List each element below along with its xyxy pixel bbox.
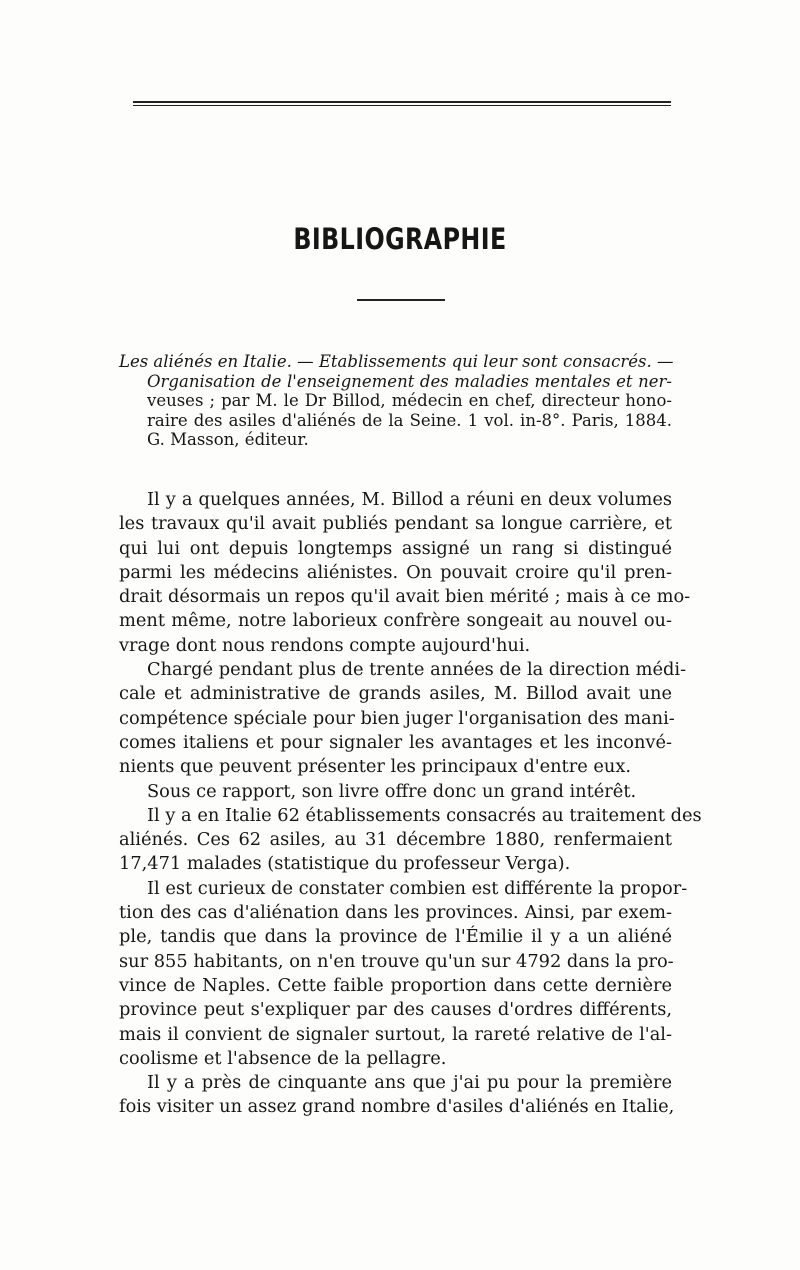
body-line: Il y a quelques années, M. Billod a réuni en deux volumes [147,489,672,510]
article-body [119,488,702,1120]
body-line: parmi les médecins aliénistes. On pouvait croire qu'il pren- [119,561,672,583]
body-line: vince de Naples. Cette faible proportion dans cette dernière [119,974,672,996]
body-line: province peut s'expliquer par des causes d'ordres différents, [119,999,672,1021]
bibliographic-reference [119,352,672,450]
reference-line: veuses ; par M. le Dr Billod, médecin en chef, directeur hono- [147,391,672,410]
reference-line: Les aliénés en Italie. — Etablissements qui leur sont consacrés. — [119,352,674,371]
body-line: Sous ce rapport, son livre offre donc un grand intérêt. [147,780,637,802]
title-divider [357,299,445,301]
body-line: tion des cas d'aliénation dans les provinces. Ainsi, par exem- [119,902,672,924]
body-line: coolisme et l'absence de la pellagre. [119,1047,447,1069]
reference-line: Organisation de l'enseignement des maladies mentales et ner- [147,371,672,391]
page-title: BIBLIOGRAPHIE [293,222,507,256]
body-line: aliénés. Ces 62 asiles, au 31 décembre 1880, renfermaient [119,829,672,851]
body-line: comes italiens et pour signaler les avantages et les inconvé- [119,731,672,753]
body-line: les travaux qu'il avait publiés pendant sa longue carrière, et [119,513,672,535]
header-double-rule [133,101,671,106]
body-line: vrage dont nous rendons compte aujourd'hui. [119,634,531,656]
body-line: sur 855 habitants, on n'en trouve qu'un sur 4792 dans la pro- [119,950,674,972]
body-line: mais il convient de signaler surtout, la rareté relative de l'al- [119,1023,672,1045]
body-line: nients que peuvent présenter les principaux d'entre eux. [119,756,632,778]
reference-line: raire des asiles d'aliénés de la Seine. 1 vol. in-8°. Paris, 1884. [147,410,672,430]
body-line: Il y a près de cinquante ans que j'ai pu pour la première [147,1072,672,1094]
body-line: cale et administrative de grands asiles, M. Billod avait une [119,683,672,705]
body-line: drait désormais un repos qu'il avait bien mérité ; mais à ce mo- [119,586,691,608]
body-line: compétence spéciale pour bien juger l'organisation des mani- [119,707,675,729]
body-line: qui lui ont depuis longtemps assigné un rang si distingué [119,537,672,559]
body-line: Il est curieux de constater combien est différente la propor- [147,877,688,899]
body-line: Il y a en Italie 62 établissements consacrés au traitement des [147,804,702,826]
body-line: fois visiter un assez grand nombre d'asiles d'aliénés en Italie, [119,1096,675,1118]
body-line: 17,471 malades (statistique du professeur Verga). [119,853,571,875]
reference-line: G. Masson, éditeur. [147,430,309,449]
body-line: ment même, notre laborieux confrère songeait au nouvel ou- [119,610,672,632]
body-line: Chargé pendant plus de trente années de la direction médi- [147,659,687,681]
body-line: ple, tandis que dans la province de l'Émilie il y a un aliéné [119,926,672,948]
